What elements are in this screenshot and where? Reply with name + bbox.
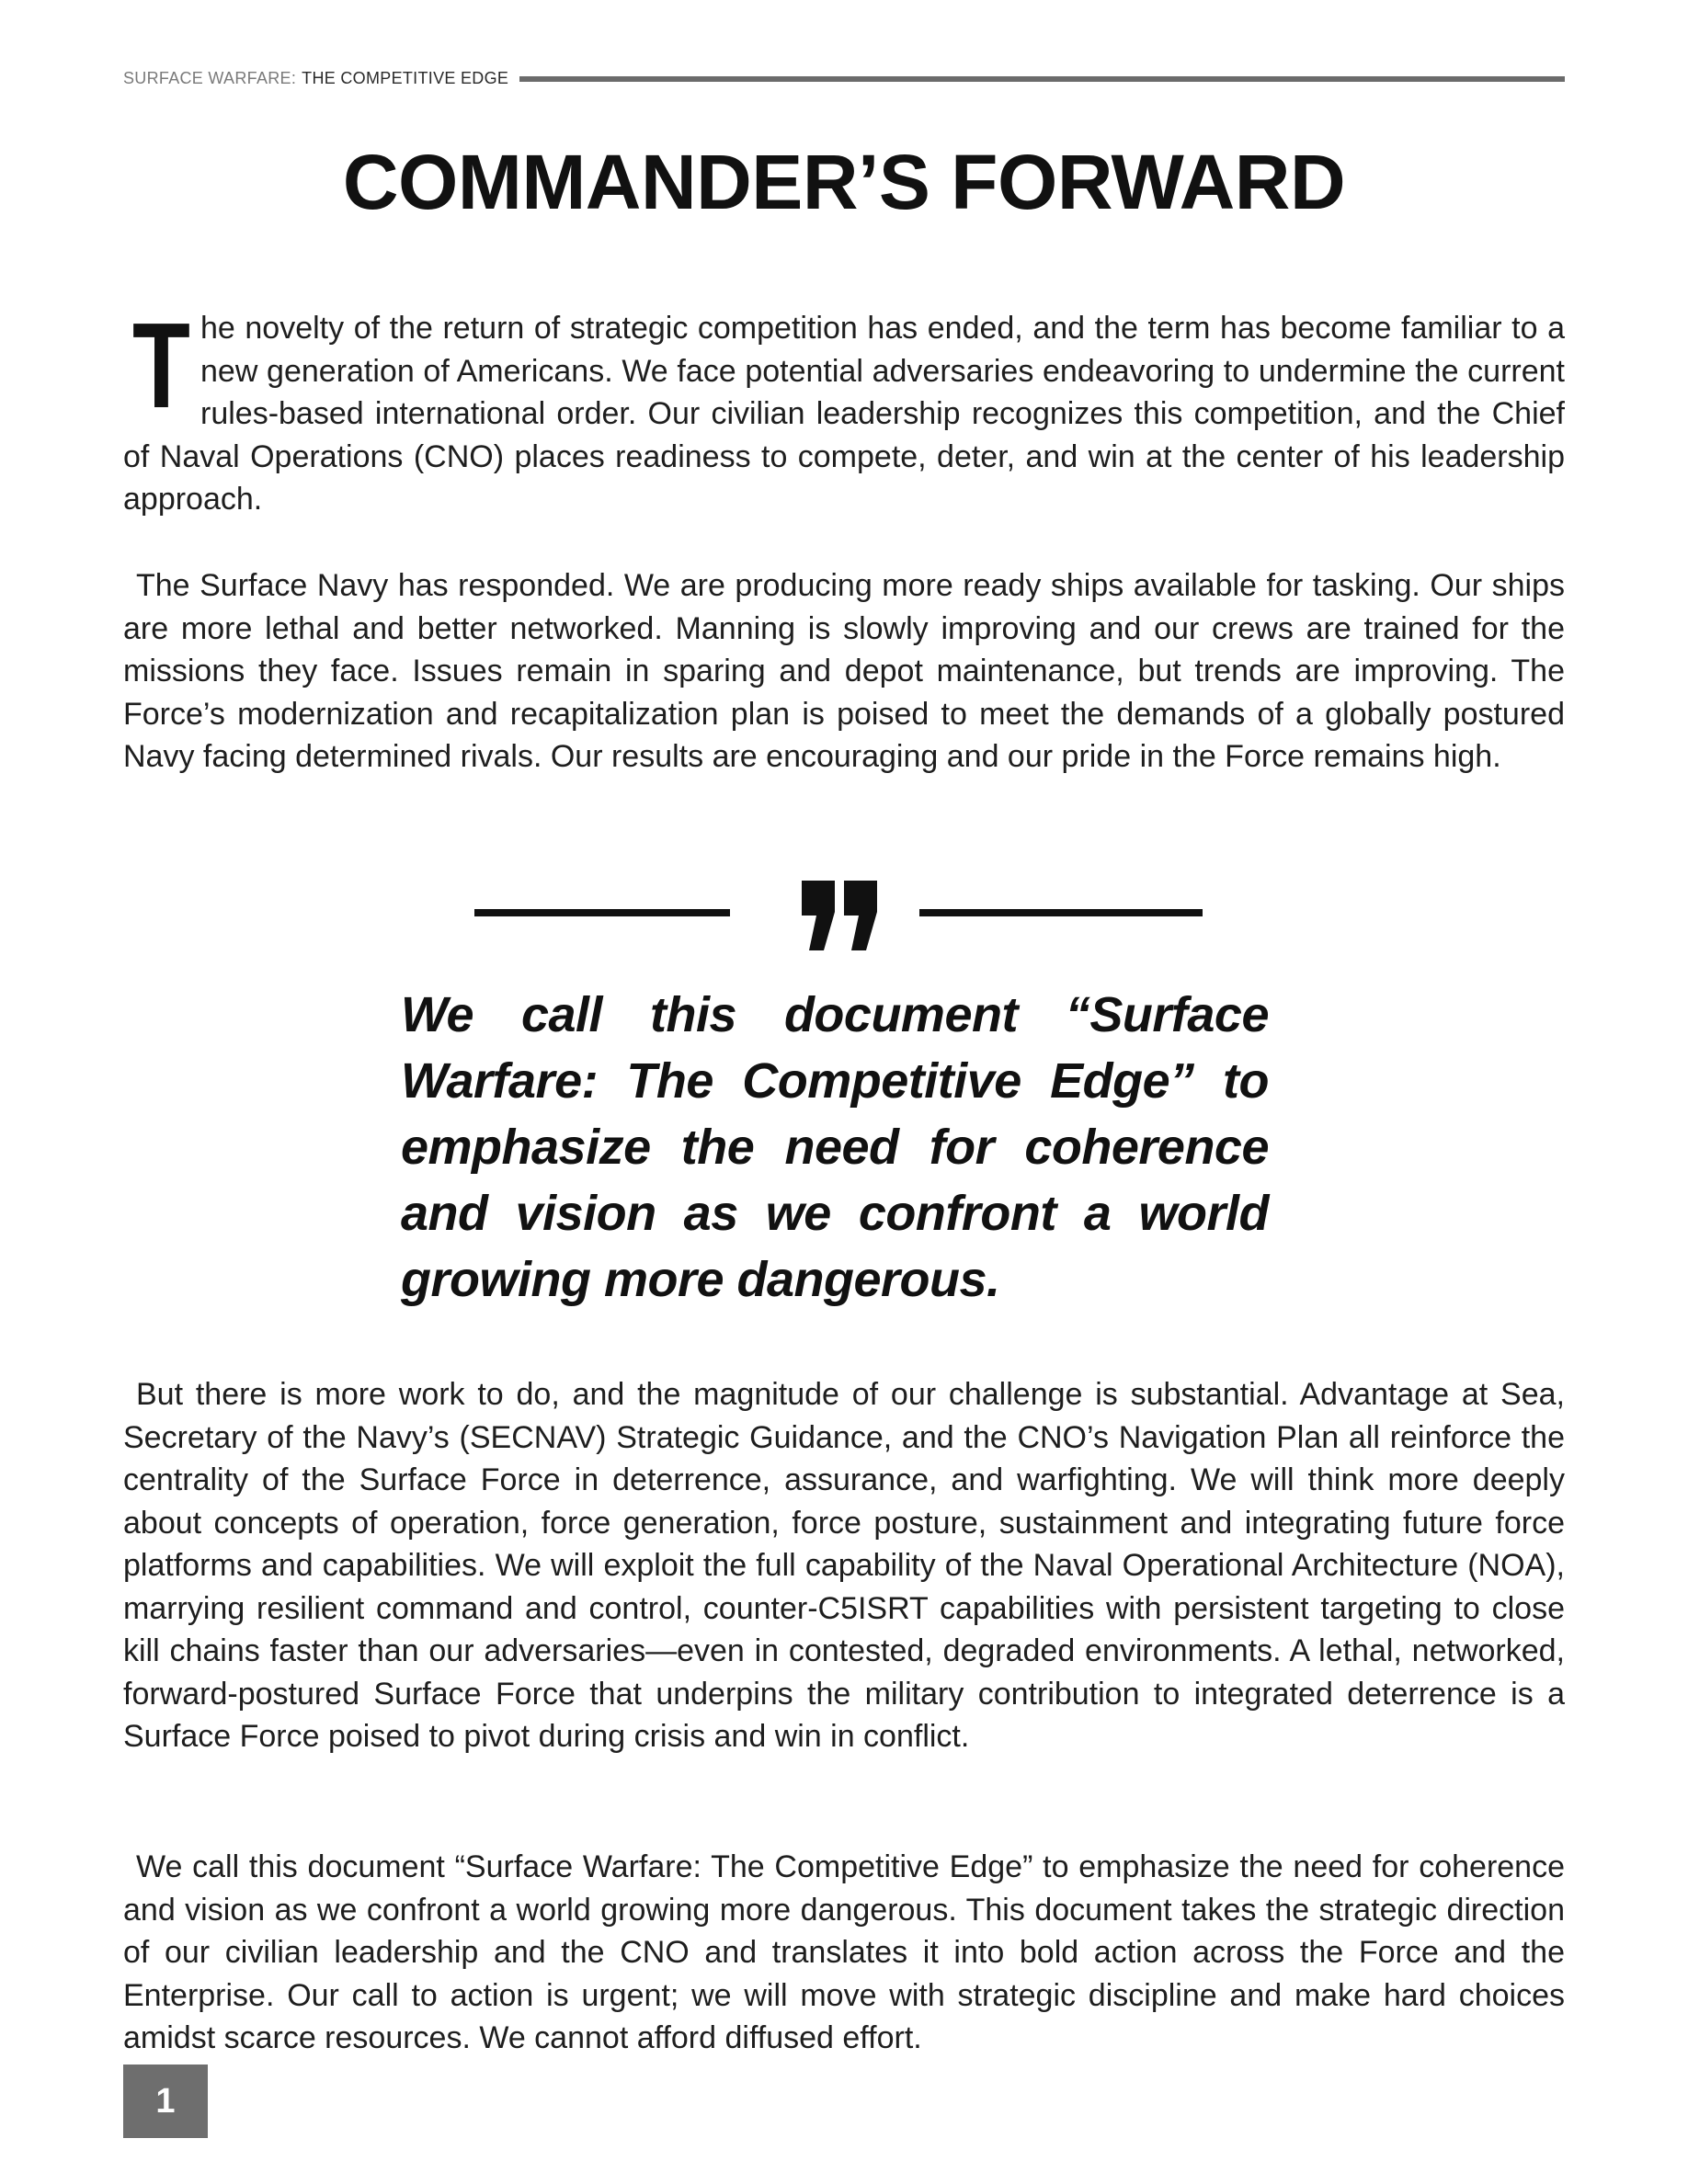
page-title: COMMANDER’S FORWARD (342, 139, 1346, 225)
pull-quote-ornament (474, 871, 1203, 954)
pull-quote-text: We call this document “Surface Warfare: The Competitive Edge” to emphasize the need for coherence and vision as we confront a world growing more dangerous. (401, 987, 1269, 1307)
drop-cap: T (132, 298, 190, 433)
header-section-label: SURFACE WARFARE: (123, 68, 297, 87)
paragraph-call-to-action: We call this document “Surface Warfare: The Competitive Edge” to emphasize the need for coherence and vision as we confront a world growing more dangerous. This document takes the strategic direction of our civilian leadership and the CNO and translates it into bold action across the Force and the Enterprise. Our call to action is urgent; we will move with strategic discipline and make hard choices amidst scarce resources. We cannot afford diffused effort. (123, 1849, 1565, 2055)
paragraph-intro (123, 298, 1565, 521)
running-header (123, 66, 1565, 90)
page-number: 1 (123, 2065, 208, 2138)
paragraph-response: The Surface Navy has responded. We are producing more ready ships available for tasking. Our ships are more lethal and better networked. Manning is slowly improving and our crews are trained for the missions they face. Issues remain in sparing and depot maintenance, but trends are improving. The Force’s modernization and recapitalization plan is poised to meet the demands of a globally postured Navy facing determined rivals. Our results are encouraging and our pride in the Force remains high. (123, 568, 1565, 774)
paragraph-challenge: But there is more work to do, and the magnitude of our challenge is substantial. Advantage at Sea, Secretary of the Navy’s (SECNAV) Strategic Guidance, and the CNO’s Navigation Plan all reinforce the centrality of the Surface Force in deterrence, assurance, and warfighting. We will think more deeply about concepts of operation, force generation, force posture, sustainment and integrating future force platforms and capabilities. We will exploit the full capability of the Naval Operational Architecture (NOA), marrying resilient command and control, counter-C5ISRT capabilities with persistent targeting to close kill chains faster than our adversaries—even in contested, degraded environments. A lethal, networked, forward-postured Surface Force that underpins the military contribution to integrated deterrence is a Surface Force poised to pivot during crisis and win in conflict. (123, 1377, 1565, 1754)
paragraph-intro-text: he novelty of the return of strategic competition has ended, and the term has become familiar to a new generation of Americans. We face potential adversaries endeavoring to undermine the current rules-based international order. Our civilian leadership recognizes this competition, and the Chief of Naval Operations (CNO) places readiness to compete, deter, and win at the center of his leadership approach. (123, 311, 1565, 517)
header-rule (519, 76, 1565, 82)
quote-mark-icon (474, 871, 1203, 954)
header-document-title: THE COMPETITIVE EDGE (302, 68, 509, 87)
